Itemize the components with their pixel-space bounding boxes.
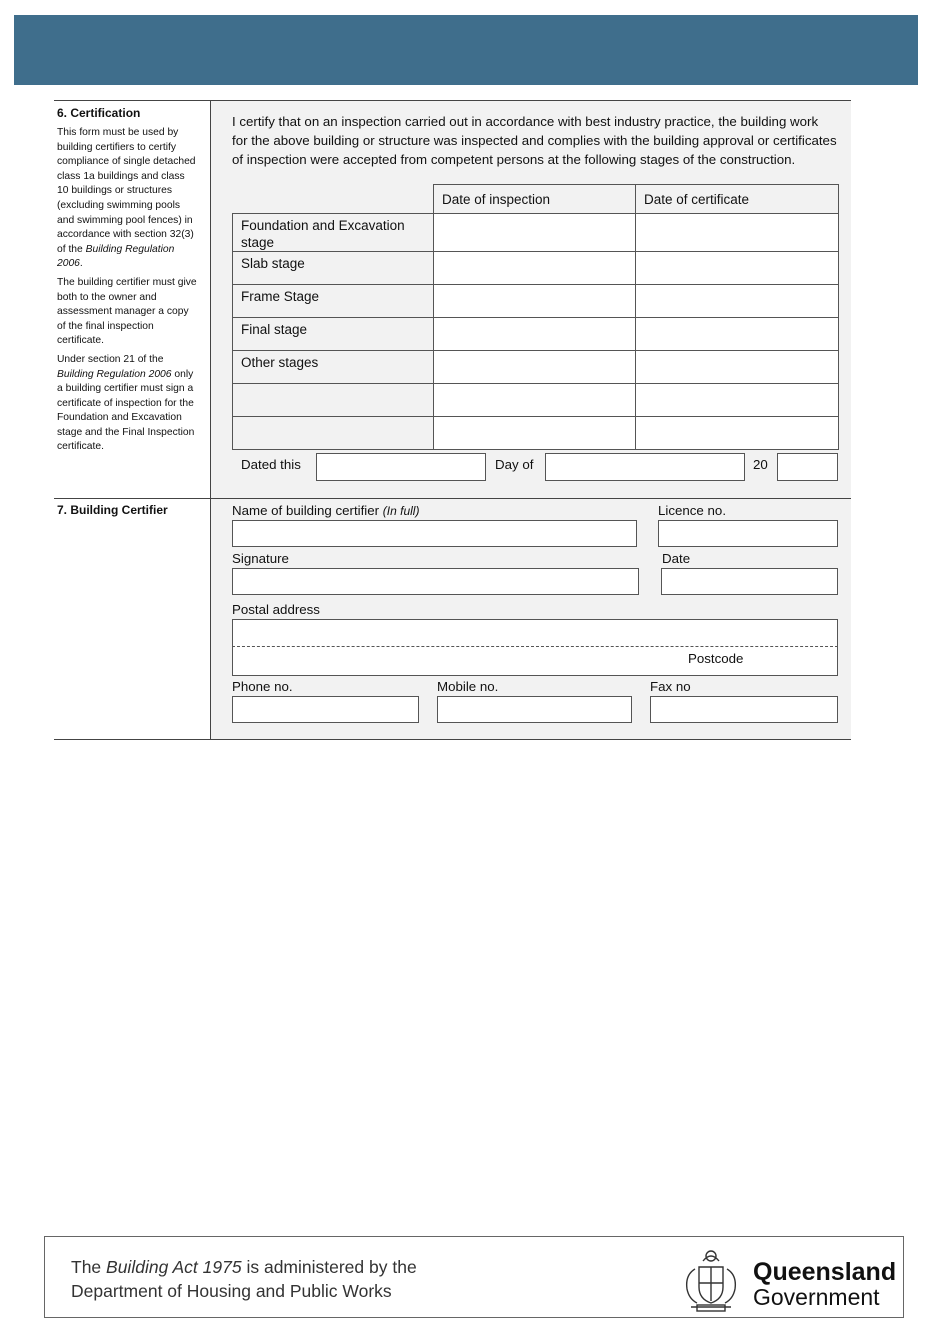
administration-line-1 [71, 1255, 417, 1279]
building-certifier-section-title: 7. Building Certifier [57, 503, 168, 517]
header-date-of-inspection: Date of inspection [434, 185, 636, 214]
signature-label: Signature [232, 551, 289, 566]
certification-section-title: 6. Certification [57, 106, 141, 120]
inspection-date-field[interactable] [434, 384, 636, 417]
regulation-reference: Building Regulation 2006 [57, 243, 175, 270]
phone-label: Phone no. [232, 679, 293, 694]
certificate-date-field[interactable] [636, 417, 839, 450]
regulation-reference: Building Regulation 2006 [57, 368, 172, 380]
licence-field[interactable] [658, 520, 838, 547]
administration-notice [71, 1255, 417, 1303]
stage-label: Slab stage [233, 252, 434, 285]
guidance-paragraph-1 [57, 126, 197, 272]
postal-address-field[interactable] [232, 619, 838, 676]
inspection-stages-table [232, 184, 839, 450]
notice-text: is administered by the [241, 1257, 417, 1277]
inspection-date-field[interactable] [434, 252, 636, 285]
notice-text: The [71, 1257, 107, 1277]
day-of-label: Day of [495, 457, 534, 472]
table-row [233, 214, 839, 252]
certification-statement: I certify that on an inspection carried out in accordance with best industry practice, the building work for the above building or structure was inspected and complies with the building approval or certificates of inspection were accepted from competent persons at the following stages of the construction. [232, 114, 837, 167]
phone-field[interactable] [232, 696, 419, 723]
certificate-date-field[interactable] [636, 285, 839, 318]
stage-label-field[interactable] [233, 417, 434, 450]
certifier-name-field[interactable] [232, 520, 637, 547]
act-name: Building Act 1975 [106, 1257, 242, 1277]
guidance-text: Under section 21 of the [57, 353, 164, 365]
certificate-date-field[interactable] [636, 351, 839, 384]
date-label: Date [662, 551, 691, 566]
stage-label-field[interactable] [233, 384, 434, 417]
inspection-date-field[interactable] [434, 285, 636, 318]
table-row [233, 252, 839, 285]
table-header-row [233, 185, 839, 214]
certifier-name-label [232, 503, 419, 518]
inspection-date-field[interactable] [434, 351, 636, 384]
guidance-text: . [79, 258, 83, 270]
fax-field[interactable] [650, 696, 838, 723]
guidance-text: This form must be used by building certifiers to certify compliance of single detached class 1a buildings and class 10 buildings or structures (excluding swimming pools and swimming pool fences) in accordance with section 32(3) of the [57, 127, 196, 255]
header-blank [233, 185, 434, 214]
stage-label: Foundation and Excavation stage [233, 214, 434, 252]
table-row [233, 351, 839, 384]
inspection-date-field[interactable] [434, 318, 636, 351]
stage-label: Other stages [233, 351, 434, 384]
guidance-paragraph-2: The building certifier must give both to the owner and assessment manager a copy of the final inspection certificate. [57, 276, 197, 347]
certificate-date-field[interactable] [636, 214, 839, 252]
logo-queensland: Queensland [753, 1258, 897, 1286]
table-row [233, 417, 839, 450]
guidance-text: only a building certifier must sign a certificate of inspection for the Foundation and Excavation stage and the Final Inspection certificate. [57, 368, 195, 453]
postcode-label: Postcode [688, 651, 744, 666]
table-row [233, 285, 839, 318]
postal-address-divider [232, 646, 838, 647]
mobile-field[interactable] [437, 696, 632, 723]
dated-day-field[interactable] [316, 453, 486, 481]
dated-year-field[interactable] [777, 453, 838, 481]
section-divider [54, 498, 851, 499]
certificate-date-field[interactable] [636, 318, 839, 351]
department-name: Department of Housing and Public Works [71, 1281, 392, 1301]
mobile-label: Mobile no. [437, 679, 499, 694]
certification-guidance [57, 126, 197, 459]
logo-government: Government [753, 1284, 880, 1310]
dated-this-label: Dated this [241, 457, 301, 472]
licence-label: Licence no. [658, 503, 727, 518]
column-divider [210, 101, 211, 739]
header-date-of-certificate: Date of certificate [636, 185, 839, 214]
name-label-text: Name of building certifier [232, 503, 380, 518]
postal-address-label: Postal address [232, 602, 320, 617]
stage-label: Final stage [233, 318, 434, 351]
queensland-coat-of-arms-icon [675, 1243, 747, 1315]
guidance-paragraph-3 [57, 353, 197, 455]
form-panel [54, 100, 851, 740]
inspection-date-field[interactable] [434, 417, 636, 450]
signature-field[interactable] [232, 568, 639, 595]
certificate-date-field[interactable] [636, 384, 839, 417]
stage-label: Frame Stage [233, 285, 434, 318]
footer [44, 1236, 904, 1318]
name-hint: (In full) [382, 504, 420, 518]
inspection-date-field[interactable] [434, 214, 636, 252]
date-field[interactable] [661, 568, 838, 595]
fax-label: Fax no [650, 679, 691, 694]
header-banner [14, 15, 918, 85]
table-row [233, 318, 839, 351]
dated-month-field[interactable] [545, 453, 745, 481]
table-row [233, 384, 839, 417]
certificate-date-field[interactable] [636, 252, 839, 285]
year-prefix-label: 20 [753, 457, 768, 472]
